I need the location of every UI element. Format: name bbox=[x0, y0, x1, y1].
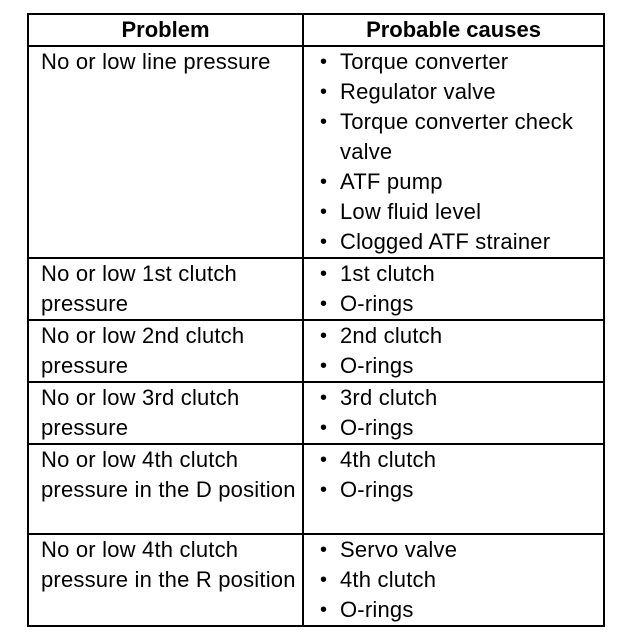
cause-item bbox=[318, 259, 599, 289]
bullet-icon: • bbox=[320, 355, 328, 377]
problem-cell bbox=[28, 534, 303, 626]
problem-cell bbox=[28, 46, 303, 258]
causes-cell bbox=[303, 382, 604, 444]
header-probable-causes: Probable causes bbox=[303, 14, 604, 46]
causes-cell bbox=[303, 46, 604, 258]
cause-text: Torque converter check valve bbox=[340, 109, 574, 164]
bullet-icon: • bbox=[320, 325, 328, 347]
cause-item bbox=[318, 351, 599, 381]
cause-item bbox=[318, 77, 599, 107]
cause-item bbox=[318, 227, 599, 257]
bullet-icon: • bbox=[320, 81, 328, 103]
table-row bbox=[28, 444, 604, 534]
bullet-icon: • bbox=[320, 539, 328, 561]
causes-list bbox=[304, 535, 603, 625]
causes-list bbox=[304, 47, 603, 257]
header-problem: Problem bbox=[28, 14, 303, 46]
problem-text: No or low 2nd clutch pressure bbox=[41, 323, 245, 378]
problem-cell bbox=[28, 444, 303, 534]
bullet-icon: • bbox=[320, 293, 328, 315]
cause-text: 4th clutch bbox=[340, 567, 437, 592]
problem-cell bbox=[28, 320, 303, 382]
cause-item bbox=[318, 289, 599, 319]
cause-text: 4th clutch bbox=[340, 447, 437, 472]
cause-item bbox=[318, 445, 599, 475]
causes-list bbox=[304, 445, 603, 505]
cause-item bbox=[318, 383, 599, 413]
table-row bbox=[28, 534, 604, 626]
causes-cell bbox=[303, 258, 604, 320]
cause-text: Clogged ATF strainer bbox=[340, 229, 551, 254]
cause-text: O-rings bbox=[340, 415, 414, 440]
cause-item bbox=[318, 107, 599, 167]
bullet-icon: • bbox=[320, 263, 328, 285]
cause-item bbox=[318, 321, 599, 351]
cause-item bbox=[318, 565, 599, 595]
bullet-icon: • bbox=[320, 417, 328, 439]
problem-text: No or low line pressure bbox=[41, 49, 271, 74]
bullet-icon: • bbox=[320, 51, 328, 73]
table-row bbox=[28, 320, 604, 382]
cause-text: ATF pump bbox=[340, 169, 443, 194]
bullet-icon: • bbox=[320, 387, 328, 409]
cause-item bbox=[318, 47, 599, 77]
cause-text: Servo valve bbox=[340, 537, 458, 562]
cause-item bbox=[318, 197, 599, 227]
cause-text: Torque converter bbox=[340, 49, 509, 74]
cause-item bbox=[318, 595, 599, 625]
pressure-diagnosis-table bbox=[27, 13, 605, 627]
cause-item bbox=[318, 413, 599, 443]
problem-text: No or low 3rd clutch pressure bbox=[41, 385, 240, 440]
causes-list bbox=[304, 321, 603, 381]
cause-text: 3rd clutch bbox=[340, 385, 438, 410]
bullet-icon: • bbox=[320, 171, 328, 193]
cause-text: Low fluid level bbox=[340, 199, 482, 224]
bullet-icon: • bbox=[320, 569, 328, 591]
problem-text: No or low 4th clutch pressure in the D position bbox=[41, 447, 296, 502]
cause-text: 2nd clutch bbox=[340, 323, 443, 348]
cause-text: O-rings bbox=[340, 291, 414, 316]
causes-list bbox=[304, 259, 603, 319]
causes-cell bbox=[303, 320, 604, 382]
causes-cell bbox=[303, 534, 604, 626]
problem-text: No or low 4th clutch pressure in the R position bbox=[41, 537, 296, 592]
cause-text: O-rings bbox=[340, 477, 414, 502]
cause-item bbox=[318, 167, 599, 197]
problem-cell bbox=[28, 258, 303, 320]
problem-text: No or low 1st clutch pressure bbox=[41, 261, 237, 316]
bullet-icon: • bbox=[320, 599, 328, 621]
causes-cell bbox=[303, 444, 604, 534]
cause-text: O-rings bbox=[340, 597, 414, 622]
header-row bbox=[28, 14, 604, 46]
cause-text: 1st clutch bbox=[340, 261, 435, 286]
bullet-icon: • bbox=[320, 231, 328, 253]
cause-text: Regulator valve bbox=[340, 79, 496, 104]
bullet-icon: • bbox=[320, 111, 328, 133]
table-row bbox=[28, 258, 604, 320]
table-row bbox=[28, 382, 604, 444]
table-row bbox=[28, 46, 604, 258]
causes-list bbox=[304, 383, 603, 443]
bullet-icon: • bbox=[320, 449, 328, 471]
problem-cell bbox=[28, 382, 303, 444]
table-body bbox=[28, 46, 604, 626]
bullet-icon: • bbox=[320, 479, 328, 501]
cause-item bbox=[318, 535, 599, 565]
bullet-icon: • bbox=[320, 201, 328, 223]
cause-text: O-rings bbox=[340, 353, 414, 378]
cause-item bbox=[318, 475, 599, 505]
